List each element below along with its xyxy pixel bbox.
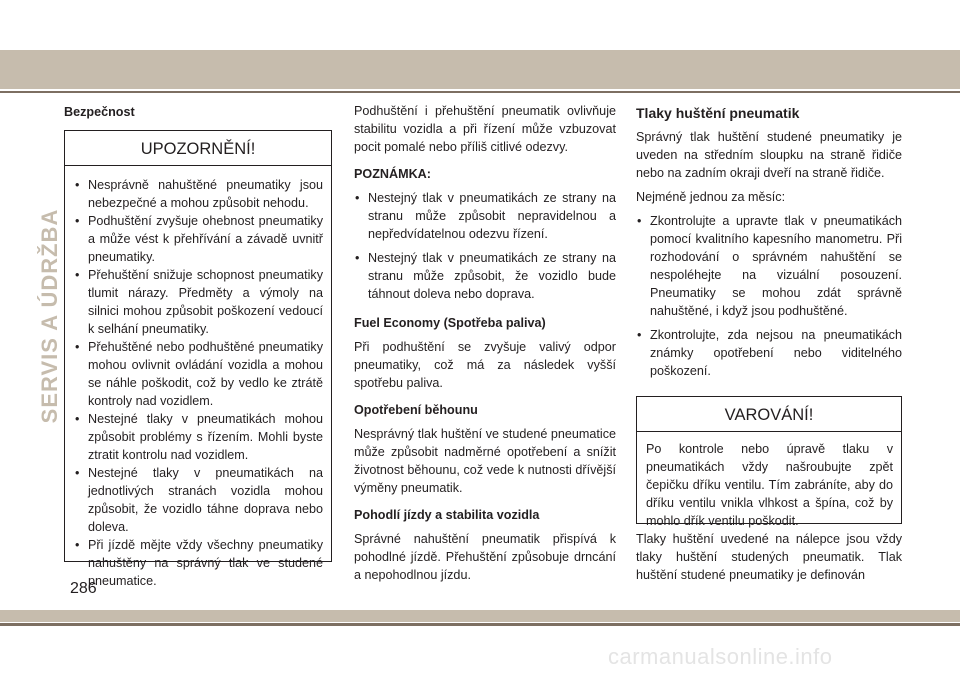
footer-rule [0,623,960,626]
note-heading: POZNÁMKA: [354,167,431,181]
warning-item: • Nestejné tlaky v pneumatikách mohou způsobit problémy s řízením. Mohli byste ztratit kontrolu nad vozidlem. [74,410,323,464]
comfort-paragraph: Správné nahuštění pneumatik přispívá k pohodlné jízdě. Přehuštění způsobuje drncání a nepohodlnou jízdu. [354,532,616,582]
note-item: • Nestejný tlak v pneumatikách ze strany na stranu může způsobit, že vozidlo bude táhnout doleva nebo doprava. [354,249,616,303]
monthly-paragraph: Nejméně jednou za měsíc: [636,190,786,204]
header-rule [0,91,960,93]
warning-item: • Podhuštění zvyšuje ohebnost pneumatiky a může vést k přehřívání a závadě uvnitř pneumatiky. [74,212,323,266]
warning-list [74,176,323,590]
right-column [636,104,902,584]
warning-item: • Nesprávně nahuštěné pneumatiky jsou nebezpečné a mohou způsobit nehodu. [74,176,323,212]
intro-paragraph: Podhuštění i přehuštění pneumatik ovlivňuje stabilitu vozidla a při řízení může vzbuzovat pocit pomalé nebo příliš citlivé odezvy. [354,104,616,154]
note-item: • Nestejný tlak v pneumatikách ze strany na stranu může způsobit nepravidelnou a nepředvídatelnou odezvu řízení. [354,189,616,243]
warning-item: • Při jízdě mějte vždy všechny pneumatiky nahuštěny na správný tlak ve studené pneumatice. [74,536,323,590]
footer-band [0,610,960,622]
pressure-paragraph: Správný tlak huštění studené pneumatiky je uveden na středním sloupku na straně řidiče nebo na zadním okraji dveří na straně řidiče. [636,130,902,180]
note-list [354,189,616,303]
fuel-heading: Fuel Economy (Spotřeba paliva) [354,316,546,330]
caution-rule [637,431,901,432]
warning-item: • Přehuštění snižuje schopnost pneumatiky tlumit nárazy. Předměty a výmoly na silnici mohou způsobit poškození vedoucí k selhání pneumatiky. [74,266,323,338]
tire-pressure-heading: Tlaky huštění pneumatik [636,105,800,121]
check-item: • Zkontrolujte a upravte tlak v pneumatikách pomocí kvalitního kapesního manometru. Při rozhodování o správném nahuštění se nespoléhejte na vizuální posouzení. Pneumatiky se mohou zdát správně nahuštěné, i když jsou podhuštěné. [636,212,902,320]
wear-paragraph: Nesprávný tlak huštění ve studené pneumatice může způsobit nadměrné opotřebení a snížit životnost běhounu, což vede k nutnosti dřívější výměny pneumatik. [354,427,616,495]
warning-rule [65,165,331,166]
section-label: Bezpečnost [64,105,135,119]
page-number: 286 [70,580,97,597]
check-item: • Zkontrolujte, zda nejsou na pneumatikách známky opotřebení nebo viditelného poškození. [636,326,902,380]
watermark: carmanualsonline.info [608,644,833,669]
caution-paragraph: Po kontrole nebo úpravě tlaku v pneumatikách vždy našroubujte zpět čepičku dříku ventilu. Tím zabráníte, aby do dříku ventilu vnikla vlhkost a špína, což by mohlo dřík ventilu poškodit. [646,442,893,529]
wear-heading: Opotřebení běhounu [354,403,478,417]
side-section-title-text: SERVIS A ÚDRŽBA [37,208,62,424]
middle-column [354,102,616,584]
warning-item: • Přehuštěné nebo podhuštěné pneumatiky mohou ovlivnit ovládání vozidla a mohou se náhle poškodit, což by vedlo ke ztrátě kontroly nad vozidlem. [74,338,323,410]
caution-title: VAROVÁNÍ! [724,406,814,424]
caution-box [636,396,902,529]
fuel-paragraph: Při podhuštění se zvyšuje valivý odpor pneumatiky, což má za následek vyšší spotřebu paliva. [354,340,616,390]
closing-paragraph: Tlaky huštění uvedené na nálepce jsou vždy tlaky huštění studených pneumatik. Tlak huštění studené pneumatiky je definován [636,532,902,582]
comfort-heading: Pohodlí jízdy a stabilita vozidla [354,508,540,522]
warning-title: UPOZORNĚNÍ! [140,140,256,158]
warning-item: • Nestejné tlaky v pneumatikách na jednotlivých stranách vozidla mohou způsobit, že vozidlo táhne doprava nebo doleva. [74,464,323,536]
check-list [636,212,902,380]
header-band [0,50,960,89]
